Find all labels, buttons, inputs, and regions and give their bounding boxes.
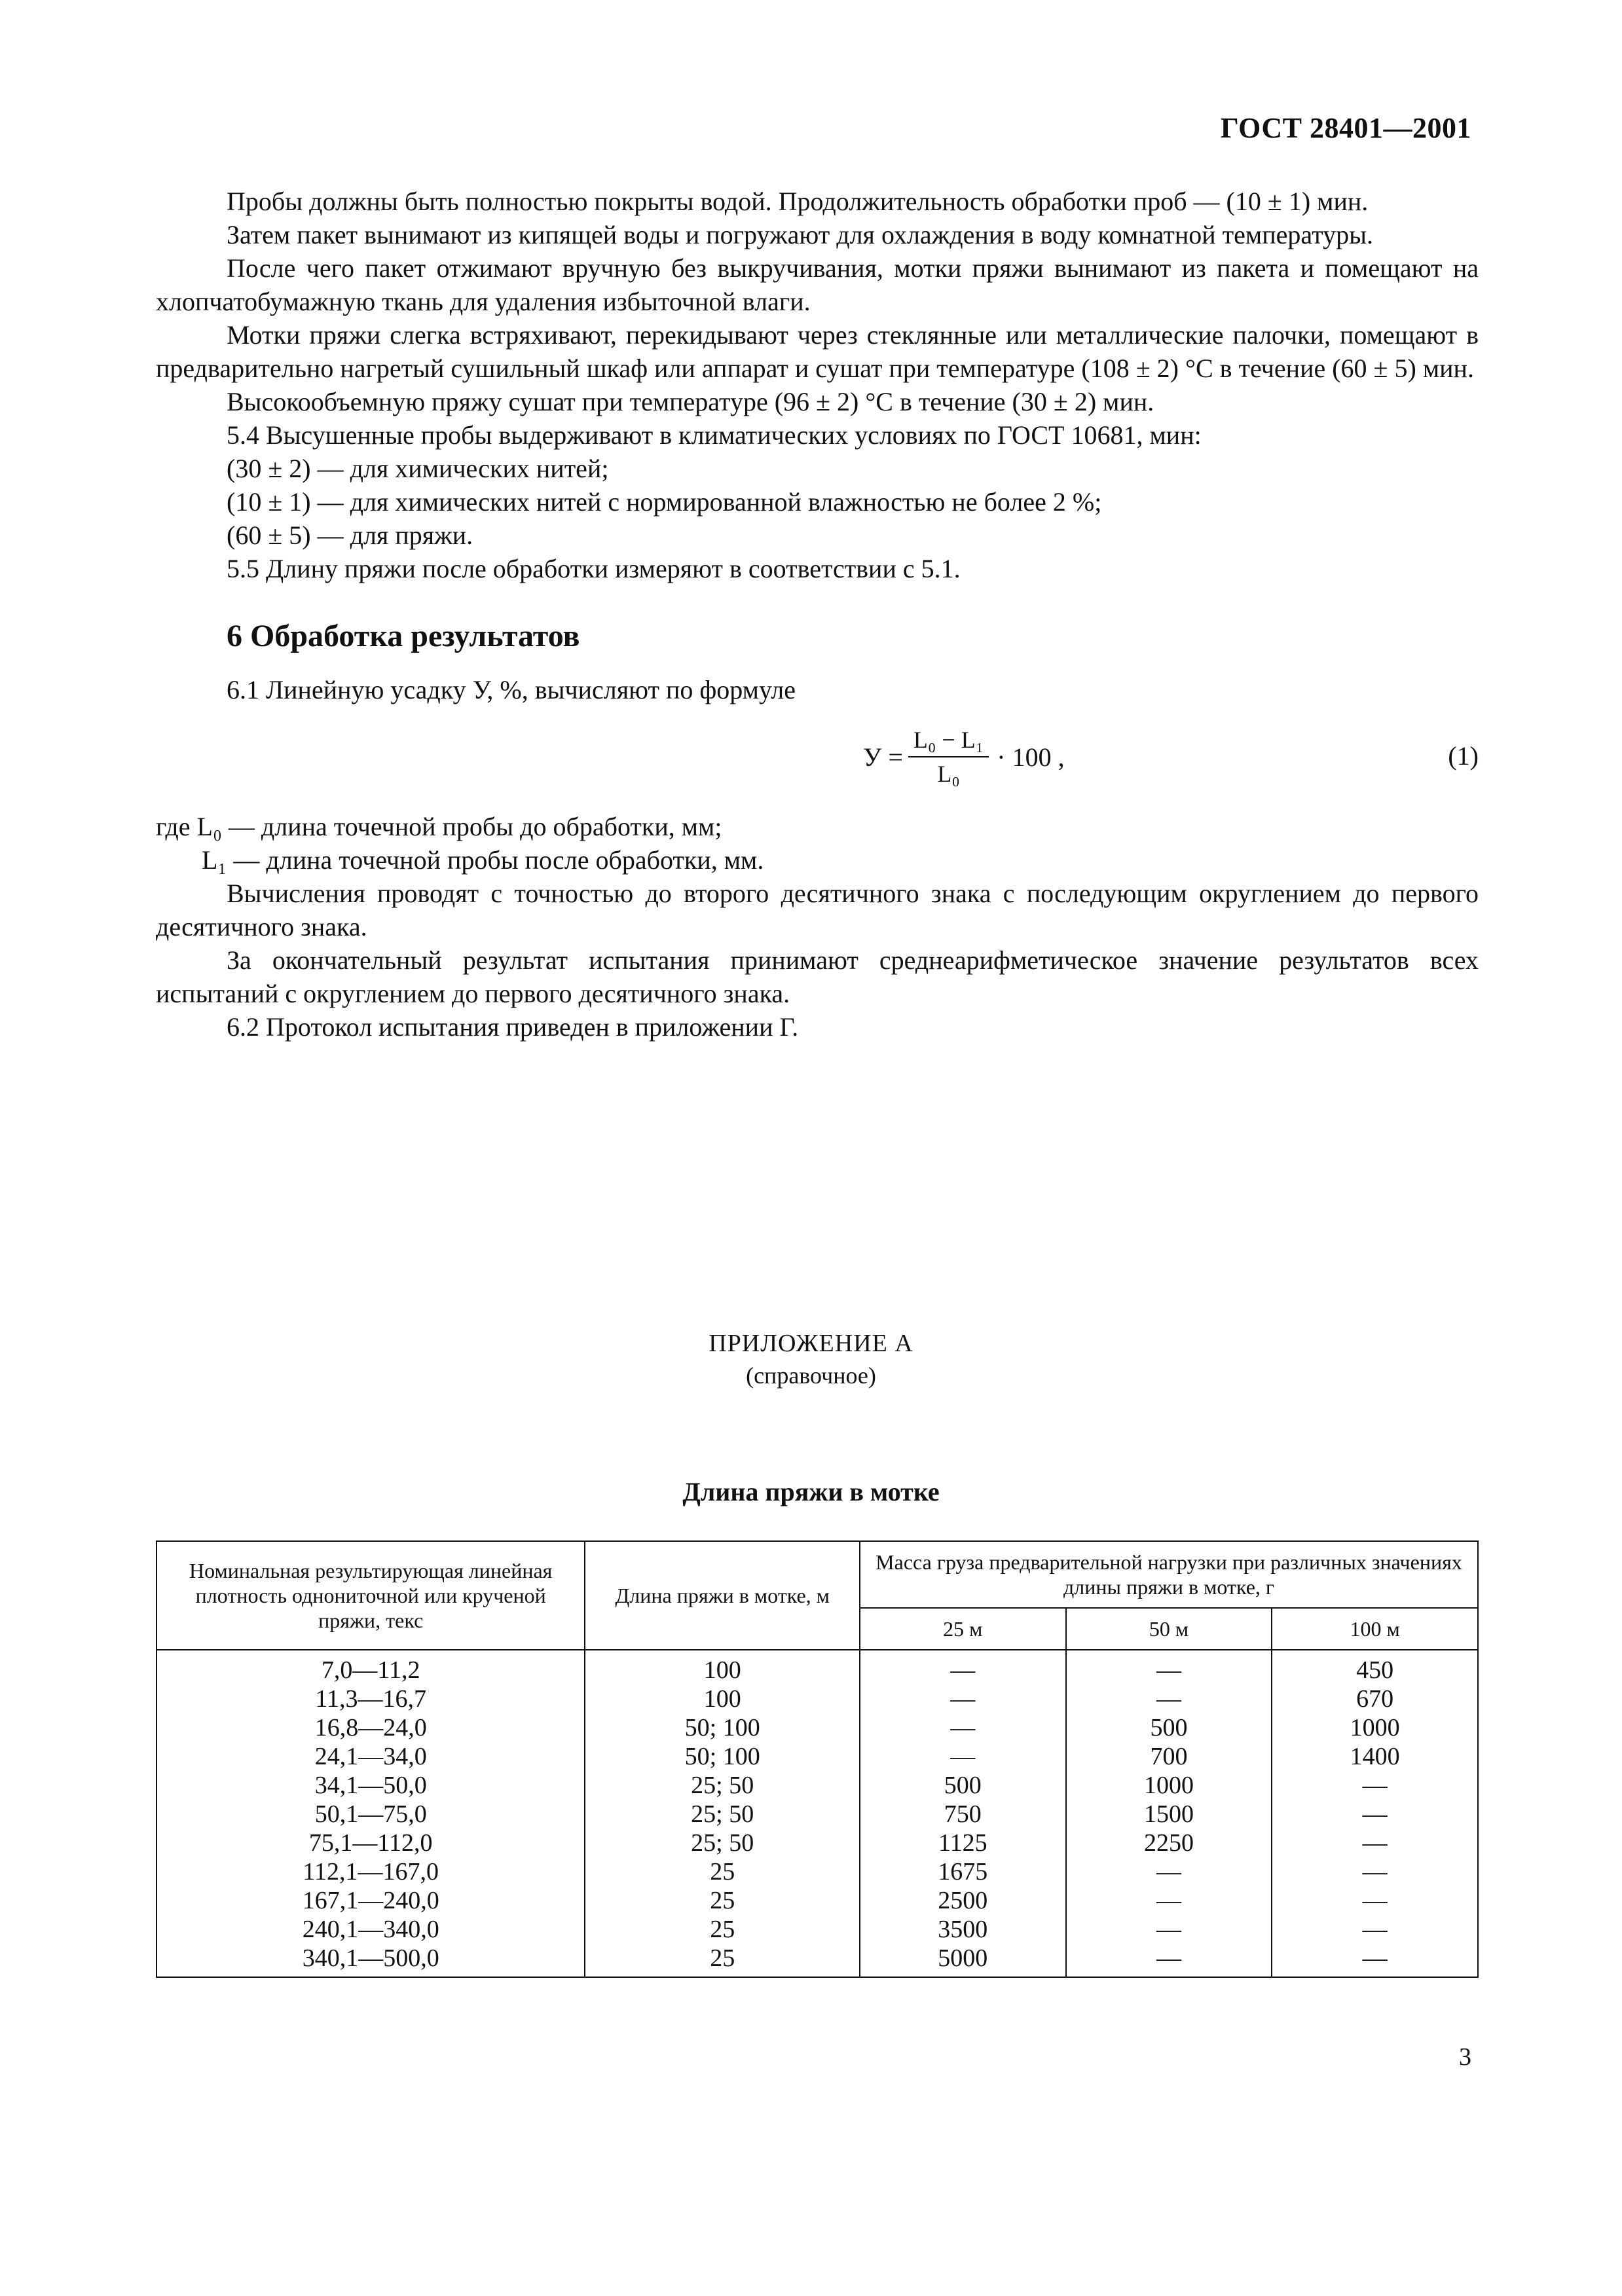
table-cell: 24,1—34,0: [157, 1742, 585, 1771]
table-cell: 5000: [860, 1944, 1066, 1977]
table-cell: 1500: [1066, 1800, 1272, 1829]
table-title: Длина пряжи в мотке: [682, 1477, 940, 1506]
table-cell: —: [1066, 1857, 1272, 1886]
table-cell: 450: [1272, 1650, 1478, 1685]
yarn-length-table: [156, 1540, 1479, 1978]
table-cell: 25; 50: [585, 1800, 860, 1829]
table-cell: 112,1—167,0: [157, 1857, 585, 1886]
header-load-group: Масса груза предварительной нагрузки при различных значениях длины пряжи в мотке, г: [860, 1541, 1478, 1608]
appendix-subtitle: (справочное): [746, 1362, 876, 1389]
paragraph: Затем пакет вынимают из кипящей воды и погружают для охлаждения в воду комнатной температуры.: [227, 220, 1373, 249]
table-row: [157, 1685, 1478, 1713]
table-cell: —: [860, 1742, 1066, 1771]
table-cell: 11,3—16,7: [157, 1685, 585, 1713]
main-text: [156, 185, 1479, 1044]
table-cell: 7,0—11,2: [157, 1650, 585, 1685]
header-25m: 25 м: [860, 1608, 1066, 1650]
formula-body: [863, 721, 1065, 793]
table-cell: —: [860, 1685, 1066, 1713]
table-cell: 25: [585, 1886, 860, 1915]
table-cell: —: [860, 1650, 1066, 1685]
table-cell: 1000: [1272, 1713, 1478, 1742]
table-cell: 1675: [860, 1857, 1066, 1886]
table-cell: 100: [585, 1685, 860, 1713]
table-cell: —: [1066, 1944, 1272, 1977]
table-cell: —: [1272, 1944, 1478, 1977]
table-cell: 750: [860, 1800, 1066, 1829]
paragraph-5-4: 5.4 Высушенные пробы выдерживают в климатических условиях по ГОСТ 10681, мин:: [227, 420, 1202, 450]
table-cell: —: [1066, 1915, 1272, 1944]
formula-number: (1): [1448, 741, 1479, 771]
table-cell: 50,1—75,0: [157, 1800, 585, 1829]
table-row: [157, 1650, 1478, 1685]
table-cell: 167,1—240,0: [157, 1886, 585, 1915]
table-row: [157, 1886, 1478, 1915]
table-row: [157, 1915, 1478, 1944]
formula-1: [156, 721, 1479, 799]
table-cell: 34,1—50,0: [157, 1771, 585, 1800]
formula-lhs: У =: [863, 742, 903, 772]
table-cell: —: [1272, 1800, 1478, 1829]
header-100m: 100 м: [1272, 1608, 1478, 1650]
table-cell: —: [1066, 1685, 1272, 1713]
table-cell: 25: [585, 1857, 860, 1886]
paragraph-final: За окончательный результат испытания принимают среднеарифметическое значение результатов всех испытаний с округлением до первого десятичного знака.: [156, 945, 1479, 1008]
header-density: Номинальная результирующая линейная плотность однониточной или крученой пряжи, текс: [157, 1541, 585, 1650]
table-cell: 1000: [1066, 1771, 1272, 1800]
table-cell: 50; 100: [585, 1713, 860, 1742]
table-cell: 3500: [860, 1915, 1066, 1944]
table-row: [157, 1944, 1478, 1977]
paragraph-calc: Вычисления проводят с точностью до второго десятичного знака с последующим округлением до первого десятичного знака.: [156, 879, 1479, 941]
table-cell: —: [1272, 1829, 1478, 1857]
table-cell: 75,1—112,0: [157, 1829, 585, 1857]
paragraph-6-2: 6.2 Протокол испытания приведен в приложении Г.: [227, 1012, 799, 1042]
table-cell: 16,8—24,0: [157, 1713, 585, 1742]
table-cell: 1400: [1272, 1742, 1478, 1771]
table-body: [157, 1650, 1478, 1977]
table-cell: 100: [585, 1650, 860, 1685]
formula-where-l1: L₁ — длина точечной пробы после обработки, мм.: [202, 845, 764, 875]
table-cell: 2250: [1066, 1829, 1272, 1857]
formula-rhs: · 100 ,: [997, 742, 1065, 772]
table-row: [157, 1829, 1478, 1857]
table-cell: 1125: [860, 1829, 1066, 1857]
formula-denominator: L₀: [937, 761, 960, 787]
page-number: 3: [1459, 2043, 1471, 2071]
table-cell: —: [860, 1713, 1066, 1742]
table-cell: 240,1—340,0: [157, 1915, 585, 1944]
table-cell: 700: [1066, 1742, 1272, 1771]
condition-item: (30 ± 2) — для химических нитей;: [227, 454, 609, 483]
table-cell: 670: [1272, 1685, 1478, 1713]
table-row: [157, 1771, 1478, 1800]
table-cell: 50; 100: [585, 1742, 860, 1771]
paragraph-6-1: 6.1 Линейную усадку У, %, вычисляют по формуле: [227, 675, 796, 704]
table-row: [157, 1713, 1478, 1742]
table-row: [157, 1857, 1478, 1886]
table-cell: —: [1066, 1886, 1272, 1915]
table-cell: 25: [585, 1944, 860, 1977]
paragraph: После чего пакет отжимают вручную без выкручивания, мотки пряжи вынимают из пакета и помещают на хлопчатобумажную ткань для удаления избыточной влаги.: [156, 253, 1479, 316]
table-row: [157, 1742, 1478, 1771]
table-cell: 25; 50: [585, 1829, 860, 1857]
formula-numerator: L₀ − L₁: [908, 726, 989, 757]
table-cell: 25: [585, 1915, 860, 1944]
header-length: Длина пряжи в мотке, м: [585, 1541, 860, 1650]
table-cell: —: [1272, 1886, 1478, 1915]
header-50m: 50 м: [1066, 1608, 1272, 1650]
section-6-heading: 6 Обработка результатов: [227, 619, 580, 653]
formula-where-l0: где L₀ — длина точечной пробы до обработки, мм;: [156, 812, 722, 841]
paragraph: Высокообъемную пряжу сушат при температуре (96 ± 2) °С в течение (30 ± 2) мин.: [227, 387, 1154, 416]
table-cell: 500: [860, 1771, 1066, 1800]
formula-fraction: [908, 726, 989, 788]
paragraph: Мотки пряжи слегка встряхивают, перекидывают через стеклянные или металлические палочки, помещают в предварительно нагретый сушильный шкаф или аппарат и сушат при температуре (108 ± 2) °С в течение (60 ± 5) мин.: [156, 320, 1479, 383]
table-cell: —: [1066, 1650, 1272, 1685]
condition-item: (10 ± 1) — для химических нитей с нормированной влажностью не более 2 %;: [227, 487, 1102, 517]
table-cell: —: [1272, 1915, 1478, 1944]
condition-item: (60 ± 5) — для пряжи.: [227, 520, 473, 550]
table-cell: —: [1272, 1857, 1478, 1886]
paragraph: Пробы должны быть полностью покрыты водой. Продолжительность обработки проб — (10 ± 1) мин.: [227, 187, 1369, 216]
table-cell: —: [1272, 1771, 1478, 1800]
appendix-title: ПРИЛОЖЕНИЕ А: [709, 1330, 913, 1357]
paragraph-5-5: 5.5 Длину пряжи после обработки измеряют в соответствии с 5.1.: [227, 554, 961, 583]
table-cell: 500: [1066, 1713, 1272, 1742]
table-cell: 340,1—500,0: [157, 1944, 585, 1977]
table-cell: 2500: [860, 1886, 1066, 1915]
table-row: [157, 1800, 1478, 1829]
table-cell: 25; 50: [585, 1771, 860, 1800]
standard-code: ГОСТ 28401—2001: [1220, 112, 1471, 144]
